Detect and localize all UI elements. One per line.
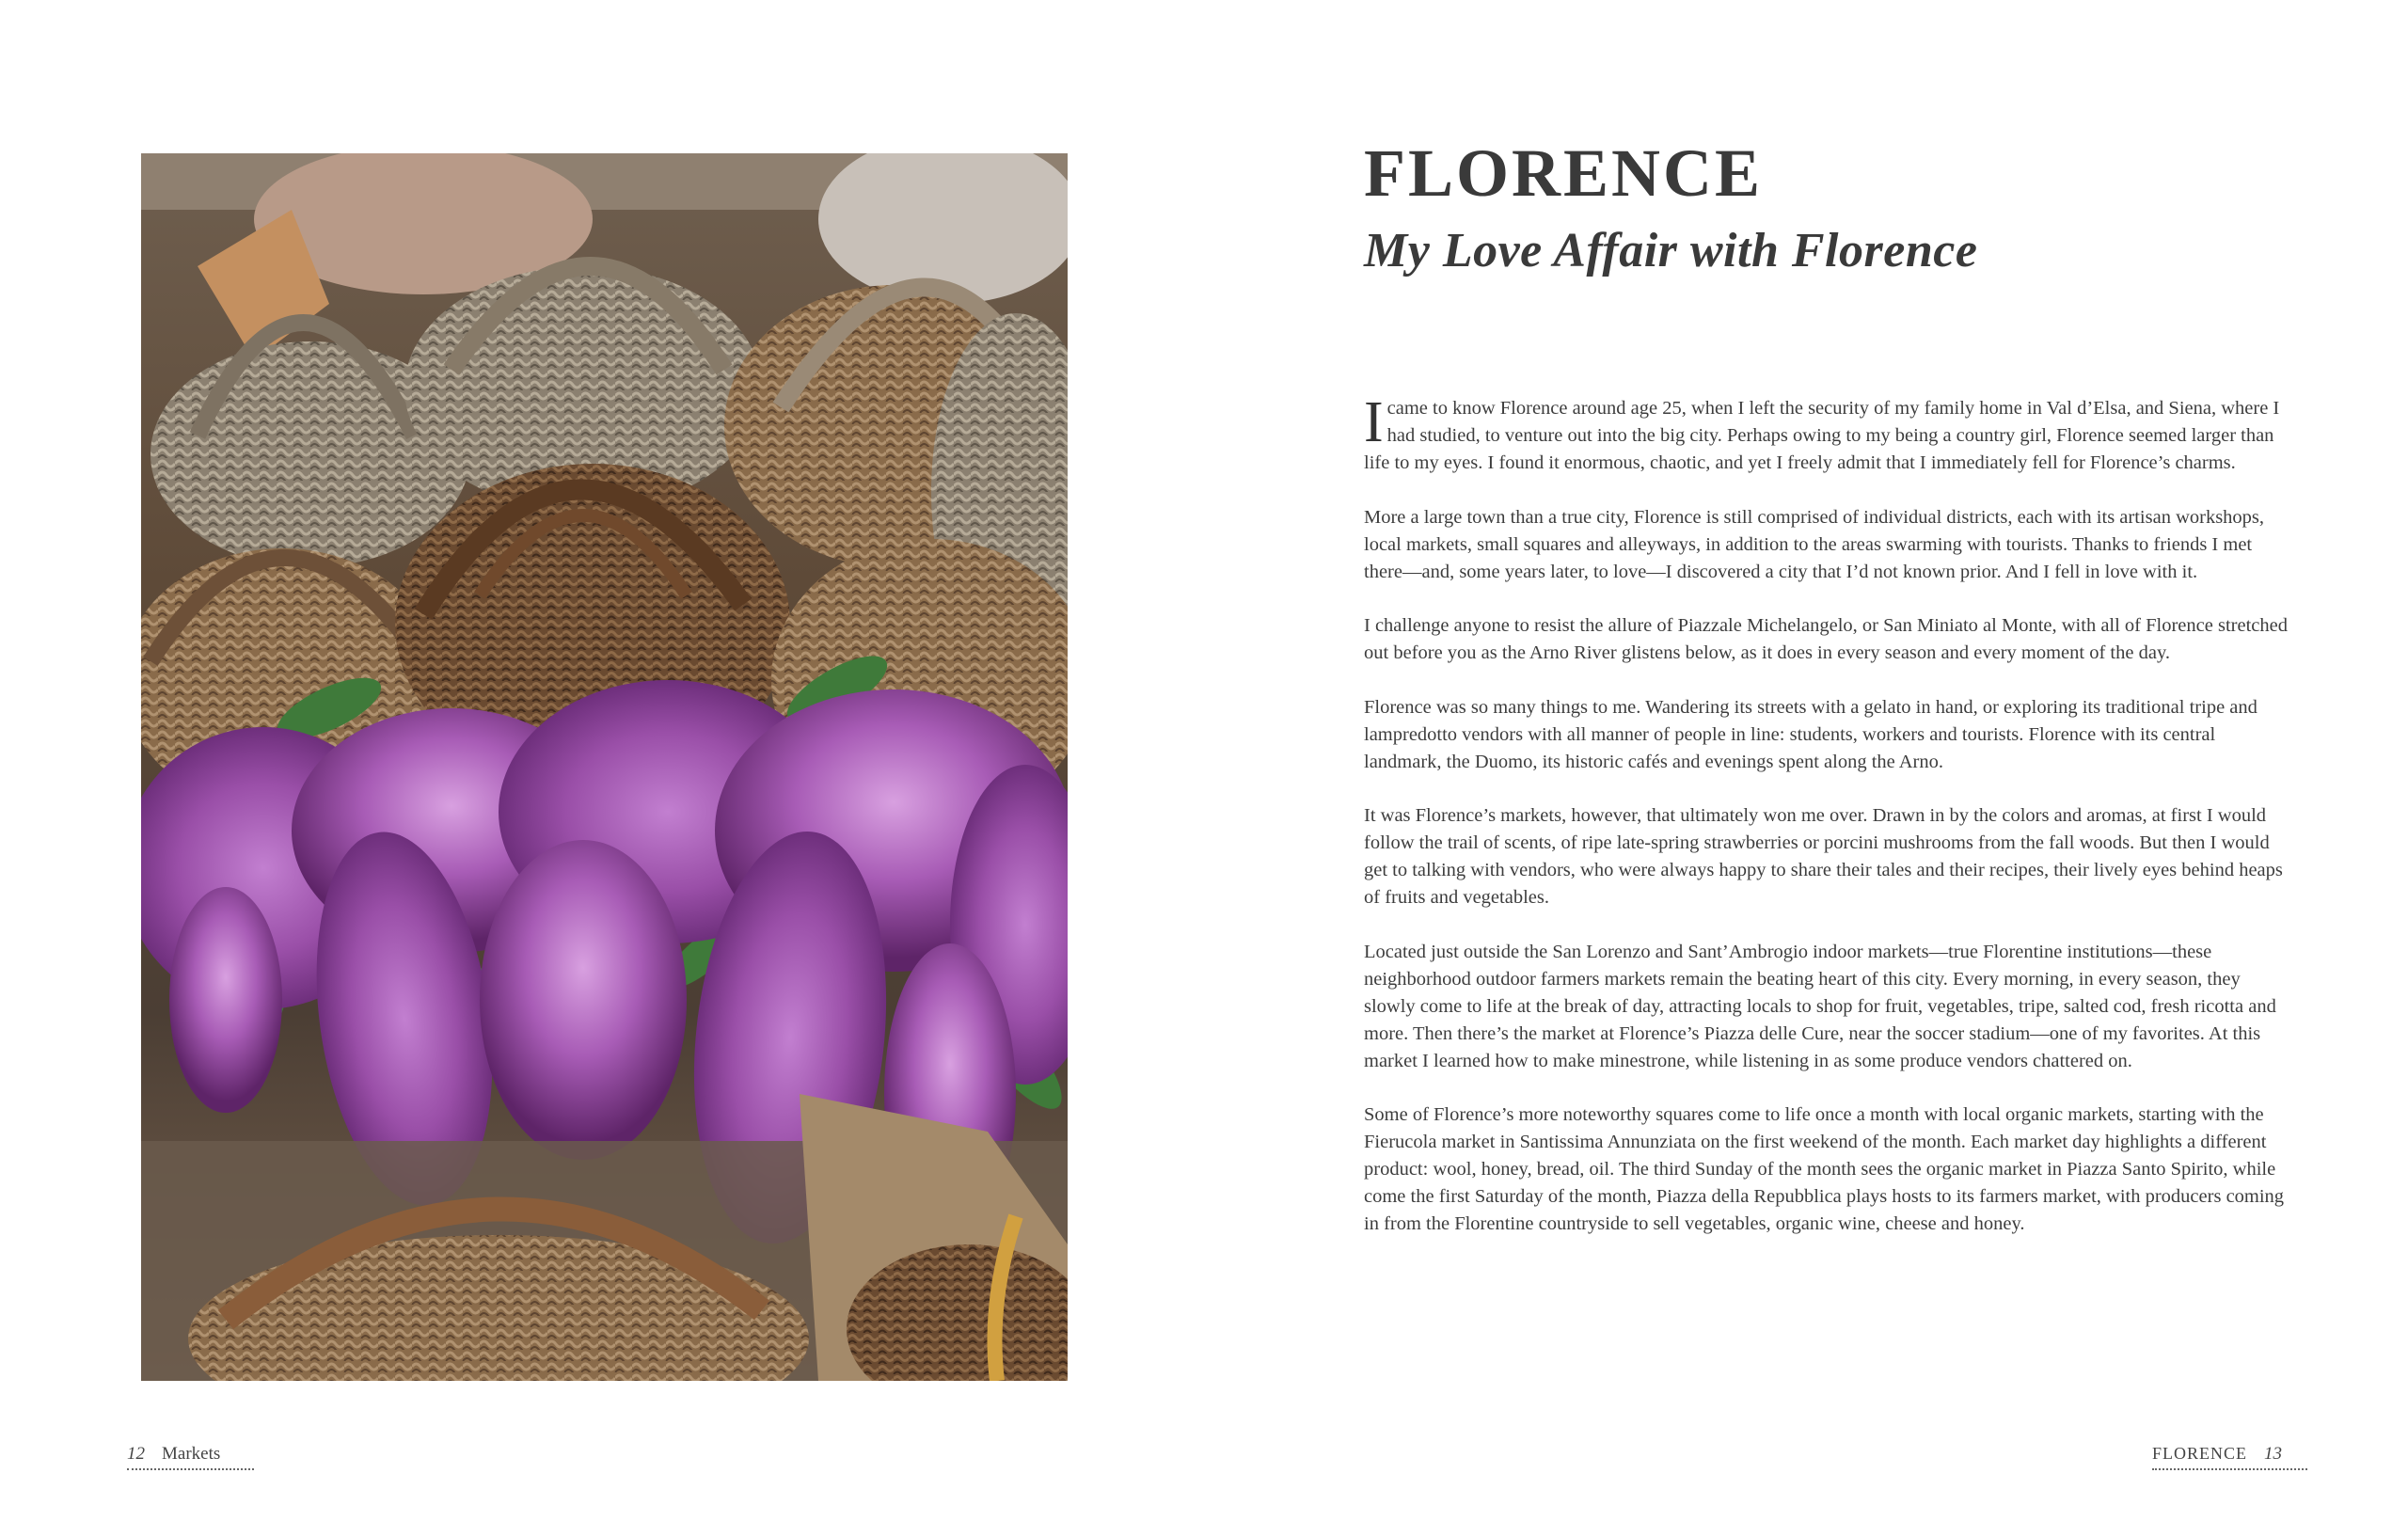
paragraph-5: It was Florence’s markets, however, that ultimately won me over. Drawn in by the colors and aromas, at first I would follow the trail of scents, of ripe late-spring strawberries or porcini mushrooms from the fall woods. But then I would get to talking with vendors, who were always happy to share their tales and their recipes, their lively eyes behind heaps of fruits and vegetables. xyxy=(1364,805,2283,908)
chapter-subtitle: My Love Affair with Florence xyxy=(1364,224,1978,277)
left-page-number: 12 xyxy=(127,1444,145,1464)
paragraph-3: I challenge anyone to resist the allure of Piazzale Michelangelo, or San Miniato al Monte, with all of Florence stretched out before you as the Arno River glistens below, as it does in every season and every moment of the day. xyxy=(1364,615,2288,663)
paragraph-4: Florence was so many things to me. Wandering its streets with a gelato in hand, or exploring its traditional tripe and lampredotto vendors with all manner of people in line: students, workers and tourists. Florence with its central landmark, the Duomo, its historic cafés and evenings spent along the Arno. xyxy=(1364,696,2258,772)
right-page-number: 13 xyxy=(2264,1444,2283,1464)
paragraph-1 xyxy=(1364,390,2295,477)
photo-illustration xyxy=(141,153,1068,1381)
right-page-footer xyxy=(2152,1444,2307,1470)
right-section-name: FLORENCE xyxy=(2152,1444,2248,1463)
drop-cap: I xyxy=(1364,390,1384,454)
lilacs-and-baskets-photo xyxy=(141,153,1068,1381)
left-page-footer xyxy=(127,1444,254,1470)
paragraph-2: More a large town than a true city, Florence is still comprised of individual districts, each with its artisan workshops, local markets, small squares and alleyways, in addition to the areas swarming with tourists. Thanks to friends I met there—and, some years later, to love—I discovered a city that I’d not known prior. And I fell in love with it. xyxy=(1364,506,2265,582)
paragraph-6: Located just outside the San Lorenzo and Sant’Ambrogio indoor markets—true Florentine institutions—these neighborhood outdoor farmers markets remain the beating heart of this city. Every morning, in every season, they slowly come to life at the break of day, attracting locals to shop for fruit, vegetables, tripe, salted cod, fresh ricotta and more. Then there’s the market at Florence’s Piazza delle Cure, near the soccer stadium—one of my favorites. At this market I learned how to make minestrone, while listening in as some produce vendors chattered on. xyxy=(1364,941,2276,1071)
paragraph-7: Some of Florence’s more noteworthy squares come to life once a month with local organic markets, starting with the Fierucola market in Santissima Annunziata on the first weekend of the month. Each market day highlights a different product: wool, honey, bread, oil. The third Sunday of the month sees the organic market in Piazza Santo Spirito, while come the first Saturday of the month, Piazza della Repubblica plays hosts to its farmers market, with producers coming in from the Florentine countryside to sell vegetables, organic wine, cheese and honey. xyxy=(1364,1104,2285,1234)
paragraph-1-text: came to know Florence around age 25, when I left the security of my family home in Val d’Elsa, and Siena, where I had studied, to venture out into the big city. Perhaps owing to my being a country girl, Florence seemed larger than life to my eyes. I found it enormous, chaotic, and yet I freely admit that I immediately fell for Florence’s charms. xyxy=(1364,398,2280,473)
left-section-name: Markets xyxy=(162,1444,221,1464)
chapter-title: FLORENCE xyxy=(1364,135,1764,211)
article-body xyxy=(1364,390,2295,1265)
